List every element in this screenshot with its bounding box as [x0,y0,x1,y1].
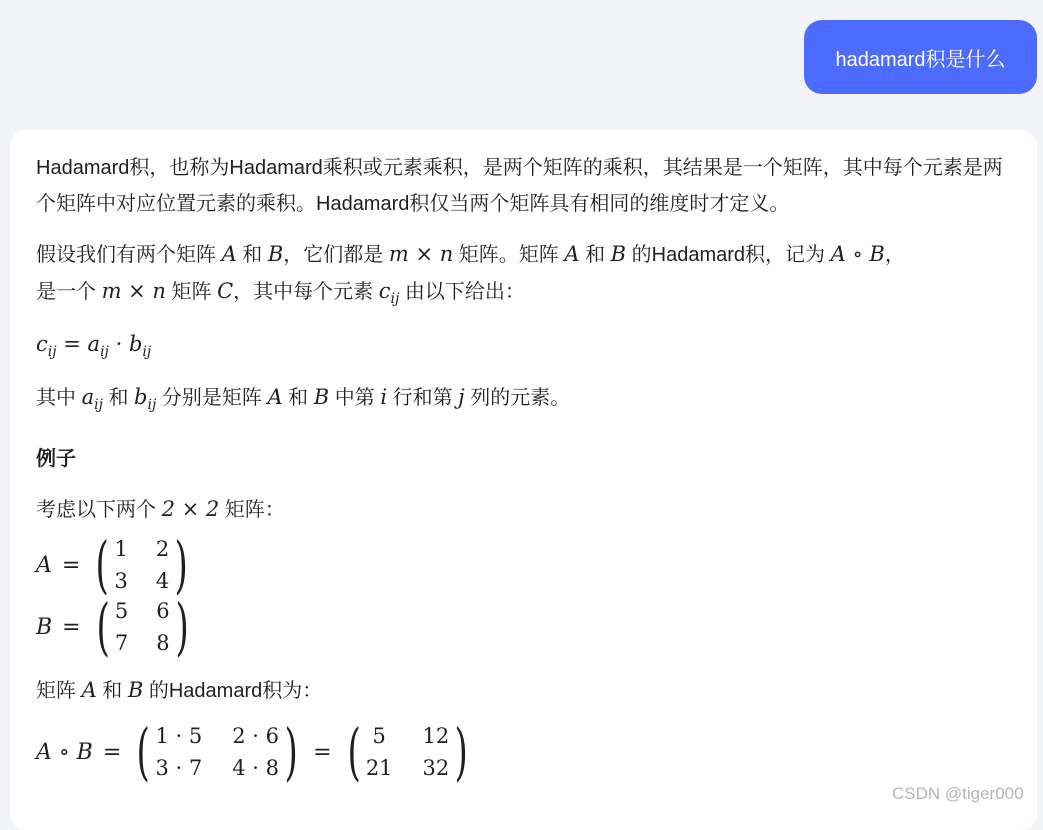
math-B: B [313,385,330,409]
math-A: A [564,242,580,266]
definition-paragraph [36,236,1011,312]
text: 和 [579,244,611,266]
left-paren: ( [95,528,110,601]
math-dot: · [108,332,129,356]
math-C: C [217,279,234,303]
text: 考虑以下两个 [36,499,162,521]
result-grid [366,721,449,783]
matrix-cell: 8 [156,631,170,655]
math-i: i [380,385,388,409]
left-paren: ( [136,715,151,788]
text: 和 [102,387,135,409]
product-grid [155,721,279,783]
math-j: j [458,385,465,409]
matrix-cell: 6 [156,599,170,623]
text: 中第 [329,387,381,409]
matrix-cell: 32 [422,756,450,780]
matrix-cell: 21 [365,756,393,780]
math-subscript: ij [94,397,103,413]
matrix-cell: 5 [372,724,386,748]
matrix-b-equation [36,590,1011,663]
assistant-answer-card [10,130,1037,830]
math-c: c [378,279,391,303]
product-equation [36,715,1011,788]
text: 由以下给出： [399,281,525,303]
math-A: A [267,385,283,409]
right-paren: ) [454,715,469,788]
left-paren: ( [96,590,110,663]
explanation-paragraph [36,379,1011,418]
matrix-a-equation [36,528,1011,601]
right-paren: ) [174,528,189,601]
math-mxn: m × n [101,279,166,303]
text: 行和第 [387,387,459,409]
text: 和 [282,387,314,409]
matrix-label: B [36,614,53,640]
math-subscript: ij [147,397,157,413]
user-message-bubble [804,20,1037,94]
math-c: c [36,332,48,356]
text: 假设我们有两个矩阵 [36,244,222,266]
matrix-cell: 2 [155,537,170,561]
left-paren: ( [347,715,361,788]
matrix-b-grid [115,596,170,658]
product-intro [36,672,1011,709]
matrix-cell: 4 · 8 [232,756,279,780]
text: ，其中每个元素 [233,281,379,303]
math-A: A [221,242,237,266]
math-b: b [134,385,148,409]
matrix-cell: 2 · 6 [232,724,279,748]
math-eq: = [62,614,81,640]
text: 和 [236,244,268,266]
matrix-label: A ∘ B [36,739,93,765]
right-paren: ) [284,715,298,788]
text: 的Hadamard积为： [143,680,323,702]
math-eq: = [313,739,332,765]
matrix-label: A [36,552,52,578]
math-a: a [81,385,95,409]
text: 列的元素。 [464,387,571,409]
math-subscript: ij [390,291,400,307]
matrix-cell: 1 · 5 [155,724,203,748]
matrix-cell: 1 [114,537,128,561]
math-B: B [127,678,144,702]
math-eq: = [56,332,88,356]
math-AoB: A ∘ B [830,242,885,266]
text: 是一个 [36,281,102,303]
matrix-cell: 5 [114,599,129,623]
math-b: b [128,332,143,356]
matrix-a-grid [115,534,170,596]
text: 的Hadamard积，记为 [626,244,831,266]
matrix-cell: 7 [114,631,129,655]
matrix-cell: 12 [422,724,450,748]
watermark: CSDN @tiger000 [892,784,1024,803]
matrix-cell: 4 [155,569,170,593]
text: 其中 [36,387,82,409]
math-size: 2 × 2 [161,497,220,521]
math-subscript: ij [142,344,152,360]
math-A: A [81,678,97,702]
math-eq: = [102,739,122,765]
text: 和 [96,680,128,702]
text: 矩阵： [219,499,285,521]
matrix-cell: 3 [114,569,128,593]
math-subscript: ij [47,344,57,360]
hadamard-formula [36,326,1011,365]
matrix-cell: 3 · 7 [155,756,203,780]
right-paren: ) [175,590,189,663]
math-B: B [610,242,627,266]
intro-paragraph: Hadamard积，也称为Hadamard乘积或元素乘积，是两个矩阵的乘积，其结果是一个矩阵，其中每个元素是两个矩阵中对应位置元素的乘积。Hadamard积仅当两个矩阵具有相同的维度时才定义。 [36,157,1003,215]
text: 矩阵 [165,281,218,303]
example-intro [36,491,1011,528]
text: ，它们都是 [283,244,389,266]
user-message-text: hadamard积是什么 [835,48,1006,71]
example-heading: 例子 [36,448,76,470]
math-eq: = [61,552,81,578]
text: 矩阵。矩阵 [453,244,565,266]
math-a: a [87,332,101,356]
math-subscript: ij [100,344,109,360]
text: 分别是矩阵 [156,387,268,409]
text: ， [884,244,905,266]
text: 矩阵 [36,680,82,702]
math-mxn: m × n [388,242,454,266]
math-B: B [267,242,284,266]
